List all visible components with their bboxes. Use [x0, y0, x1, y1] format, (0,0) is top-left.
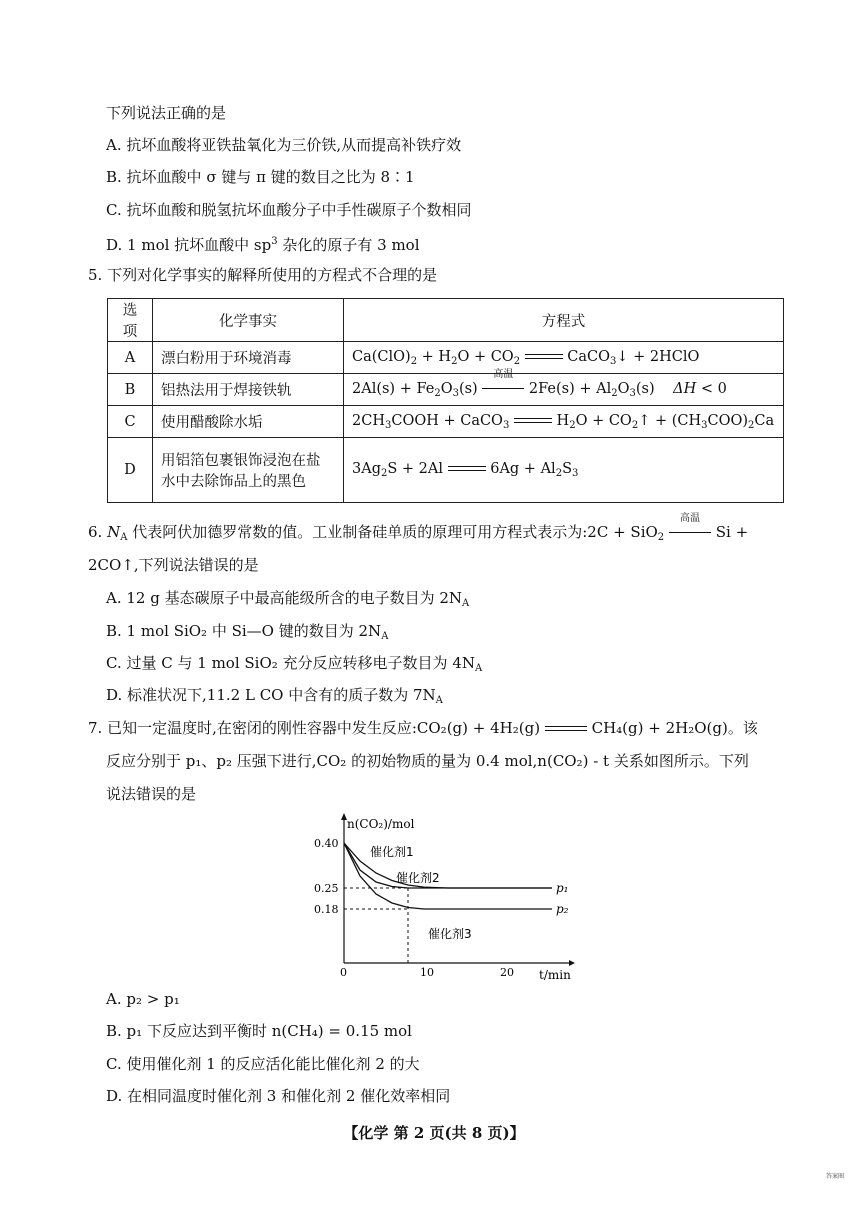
page-footer: 【化学 第 2 页(共 8 页)】: [343, 1124, 525, 1142]
header-fact: 化学事实: [153, 299, 344, 342]
y-axis-label: n(CO₂)/mol: [347, 817, 415, 831]
equation-c: $2CH_3COOH$ + CaCO$_3$ $H_2O$ + $CO_2↑ + (CH_3COO)_2Ca$: [344, 406, 784, 438]
q6-option-b: B. 1 mol SiO₂ 中 Si—O 键的数目为 $2N_A$: [106, 622, 389, 642]
q7-option-d: D. 在相同温度时催化剂 3 和催化剂 2 催化效率相同: [106, 1087, 451, 1105]
y-tick-label: 0.40: [314, 837, 339, 850]
q7-option-a: A. p₂ > p₁: [106, 990, 180, 1008]
q5-table: [107, 298, 784, 503]
condition-arrow-icon: 高温: [669, 528, 711, 538]
x-tick-label: 10: [420, 966, 434, 979]
reversible-arrow-icon: [545, 724, 587, 734]
equal-arrow-icon: [448, 464, 486, 474]
q7-stem-line3: 说法错误的是: [106, 785, 197, 803]
equal-arrow-icon: [514, 416, 552, 426]
q6-option-a: A. 12 g 基态碳原子中最高能级所含的电子数目为 $2N_A$: [106, 589, 470, 609]
table-row: D 用铝箔包裹银饰浸泡在盐 水中去除饰品上的黑色 $3Ag_2S + 2Al$ $6Ag + Al_2S_3$: [108, 438, 784, 503]
q4-stem: 下列说法正确的是: [106, 104, 227, 122]
q7-stem-line2: 反应分别于 p₁、p₂ 压强下进行,CO₂ 的初始物质的量为 0.4 mol,n(CO₂) - t 关系如图所示。下列: [106, 752, 749, 770]
corner-watermark: 答案圈: [826, 1173, 845, 1180]
x-axis-arrow-icon: [569, 960, 575, 966]
table-row: B 铝热法用于焊接铁轨 $2Al(s) + Fe_2O_3(s)$ 高温 $2Fe(s) + Al_2O_3(s)$ ΔH < 0: [108, 374, 784, 406]
q4-option-a: A. 抗坏血酸将亚铁盐氧化为三价铁,从而提高补铁疗效: [106, 136, 462, 154]
y-tick-label: 0.18: [314, 903, 339, 916]
series-label: 催化剂2: [396, 871, 440, 885]
q5-stem: 5. 下列对化学事实的解释所使用的方程式不合理的是: [88, 266, 438, 284]
curve-label-p1: p₁: [556, 881, 569, 895]
n-co2-vs-t-chart: [300, 808, 590, 988]
q6-option-c: C. 过量 C 与 1 mol SiO₂ 充分反应转移电子数目为 $4N_A$: [106, 654, 483, 674]
q7-option-c: C. 使用催化剂 1 的反应活化能比催化剂 2 的大: [106, 1055, 420, 1073]
condition-arrow-icon: 高温: [482, 384, 524, 394]
header-option: 选项: [108, 299, 153, 342]
q4-option-b: B. 抗坏血酸中 σ 键与 π 键的数目之比为 8∶1: [106, 168, 415, 186]
equation-b: $2Al(s) + Fe_2O_3(s)$ 高温 $2Fe(s) + Al_2O_3(s)$ ΔH < 0: [344, 374, 784, 406]
equation-a: $Ca(ClO)_2 + H_2O + CO_2$ CaCO$_3$↓ + 2HClO: [344, 342, 784, 374]
series-label: 催化剂3: [428, 927, 472, 941]
x-tick-label: 0: [340, 966, 347, 979]
q6-stem-line2: 2CO↑,下列说法错误的是: [88, 556, 259, 574]
table-row: A 漂白粉用于环境消毒 $Ca(ClO)_2 + H_2O + CO_2$ CaCO$_3$↓ + 2HClO: [108, 342, 784, 374]
q7-stem-line1: 7. 已知一定温度时,在密闭的刚性容器中发生反应:CO₂(g) + 4H₂(g) CH₄(g) + 2H₂O(g)。该: [88, 719, 758, 737]
curve-label-p2: p₂: [556, 902, 569, 916]
q6-stem-line1: 6. $N_A$ 代表阿伏加德罗常数的值。工业制备硅单质的原理可用方程式表示为:2C + SiO$_2$ 高温 Si +: [88, 513, 749, 543]
equal-arrow-icon: [525, 352, 563, 362]
q7-option-b: B. p₁ 下反应达到平衡时 n(CH₄) = 0.15 mol: [106, 1022, 412, 1040]
q6-option-d: D. 标准状况下,11.2 L CO 中含有的质子数为 $7N_A$: [106, 686, 443, 706]
q4-option-c: C. 抗坏血酸和脱氢抗坏血酸分子中手性碳原子个数相同: [106, 201, 472, 219]
q4-option-d: D. 1 mol 抗坏血酸中 $sp^3$ 杂化的原子有 3 mol: [106, 236, 420, 254]
header-equation: 方程式: [344, 299, 784, 342]
x-tick-label: 20: [500, 966, 514, 979]
y-tick-label: 0.25: [314, 882, 339, 895]
series-label: 催化剂1: [370, 845, 414, 859]
equation-d: $3Ag_2S + 2Al$ $6Ag + Al_2S_3$: [344, 438, 784, 503]
table-row: C 使用醋酸除水垢 $2CH_3COOH$ + CaCO$_3$ $H_2O$ + $CO_2↑ + (CH_3COO)_2Ca$: [108, 406, 784, 438]
x-axis-label: t/min: [539, 968, 571, 982]
